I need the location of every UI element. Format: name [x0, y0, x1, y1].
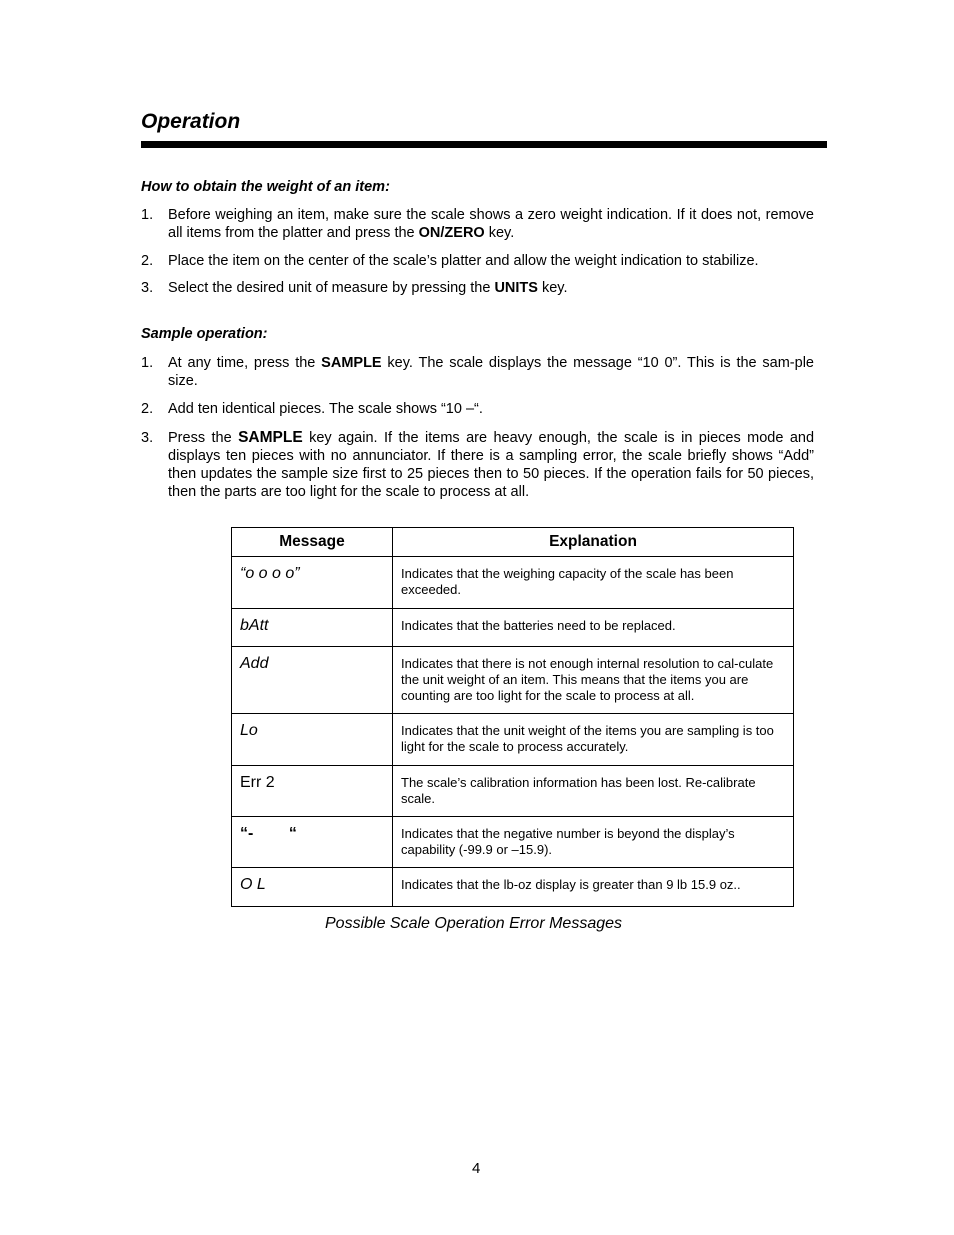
explanation-cell: The scale’s calibration information has been lost. Re-calibrate scale.	[393, 766, 794, 817]
table-header-row	[232, 528, 794, 557]
list-item	[141, 429, 814, 501]
item-number: 1.	[141, 207, 154, 223]
explanation-cell: Indicates that there is not enough internal resolution to cal-culate the unit weight of an item. This means that the items you are counting are too light for the scale to process at all.	[393, 647, 794, 714]
section-heading-sample: Sample operation:	[141, 326, 268, 342]
message-cell: “- “	[232, 817, 393, 868]
explanation-cell: Indicates that the unit weight of the items you are sampling is too light for the scale to process accurately.	[393, 714, 794, 766]
item-text: Place the item on the center of the scale’s platter and allow the weight indication to stabilize.	[168, 253, 759, 269]
explanation-cell: Indicates that the batteries need to be replaced.	[393, 609, 794, 647]
list-item	[141, 354, 814, 390]
list-item	[141, 206, 814, 242]
message-cell: bAtt	[232, 609, 393, 647]
item-number: 3.	[141, 430, 154, 446]
weight-steps-list	[141, 206, 814, 297]
table-caption: Possible Scale Operation Error Messages	[325, 915, 623, 932]
item-number: 2.	[141, 253, 154, 269]
table-row	[232, 766, 794, 817]
header-explanation: Explanation	[393, 528, 794, 557]
list-item	[141, 252, 814, 270]
message-cell: Add	[232, 647, 393, 714]
table-row	[232, 817, 794, 868]
sample-steps-list	[141, 354, 814, 501]
item-text: Before weighing an item, make sure the scale shows a zero weight indication. If it does not, remove all items from the platter and press the ON/ZERO key.	[168, 207, 814, 241]
title-rule	[141, 141, 827, 148]
page-title: Operation	[141, 110, 241, 133]
item-text: At any time, press the SAMPLE key. The scale displays the message “10 0”. This is the sam-ple size.	[168, 355, 814, 389]
item-number: 2.	[141, 401, 154, 417]
page-number: 4	[472, 1160, 481, 1177]
table-row	[232, 868, 794, 907]
item-text: Select the desired unit of measure by pressing the UNITS key.	[168, 280, 568, 296]
list-item	[141, 279, 814, 297]
item-text: Add ten identical pieces. The scale shows “10 –“.	[168, 401, 483, 417]
item-number: 3.	[141, 280, 154, 296]
explanation-cell: Indicates that the negative number is beyond the display’s capability (-99.9 or –15.9).	[393, 817, 794, 868]
section-heading-weight: How to obtain the weight of an item:	[141, 179, 390, 195]
list-item	[141, 400, 814, 418]
table-row	[232, 714, 794, 766]
message-cell: O L	[232, 868, 393, 907]
table-row	[232, 557, 794, 609]
message-cell: Lo	[232, 714, 393, 766]
message-cell: Err 2	[232, 766, 393, 817]
message-cell: “o o o o”	[232, 557, 393, 609]
item-number: 1.	[141, 355, 154, 371]
table-row	[232, 609, 794, 647]
header-message: Message	[232, 528, 393, 557]
error-messages-table	[231, 527, 794, 907]
table-row	[232, 647, 794, 714]
item-text: Press the SAMPLE key again. If the items are heavy enough, the scale is in pieces mode and displays ten pieces with no annunciator. If there is a sampling error, the scale briefly shows “Add” then updates the sample size first to 25 pieces then to 50 pieces. If the operation fails for 50 pieces, then the parts are too light for the scale to process at all.	[168, 429, 815, 500]
explanation-cell: Indicates that the lb-oz display is greater than 9 lb 15.9 oz..	[393, 868, 794, 907]
explanation-cell: Indicates that the weighing capacity of the scale has been exceeded.	[393, 557, 794, 609]
